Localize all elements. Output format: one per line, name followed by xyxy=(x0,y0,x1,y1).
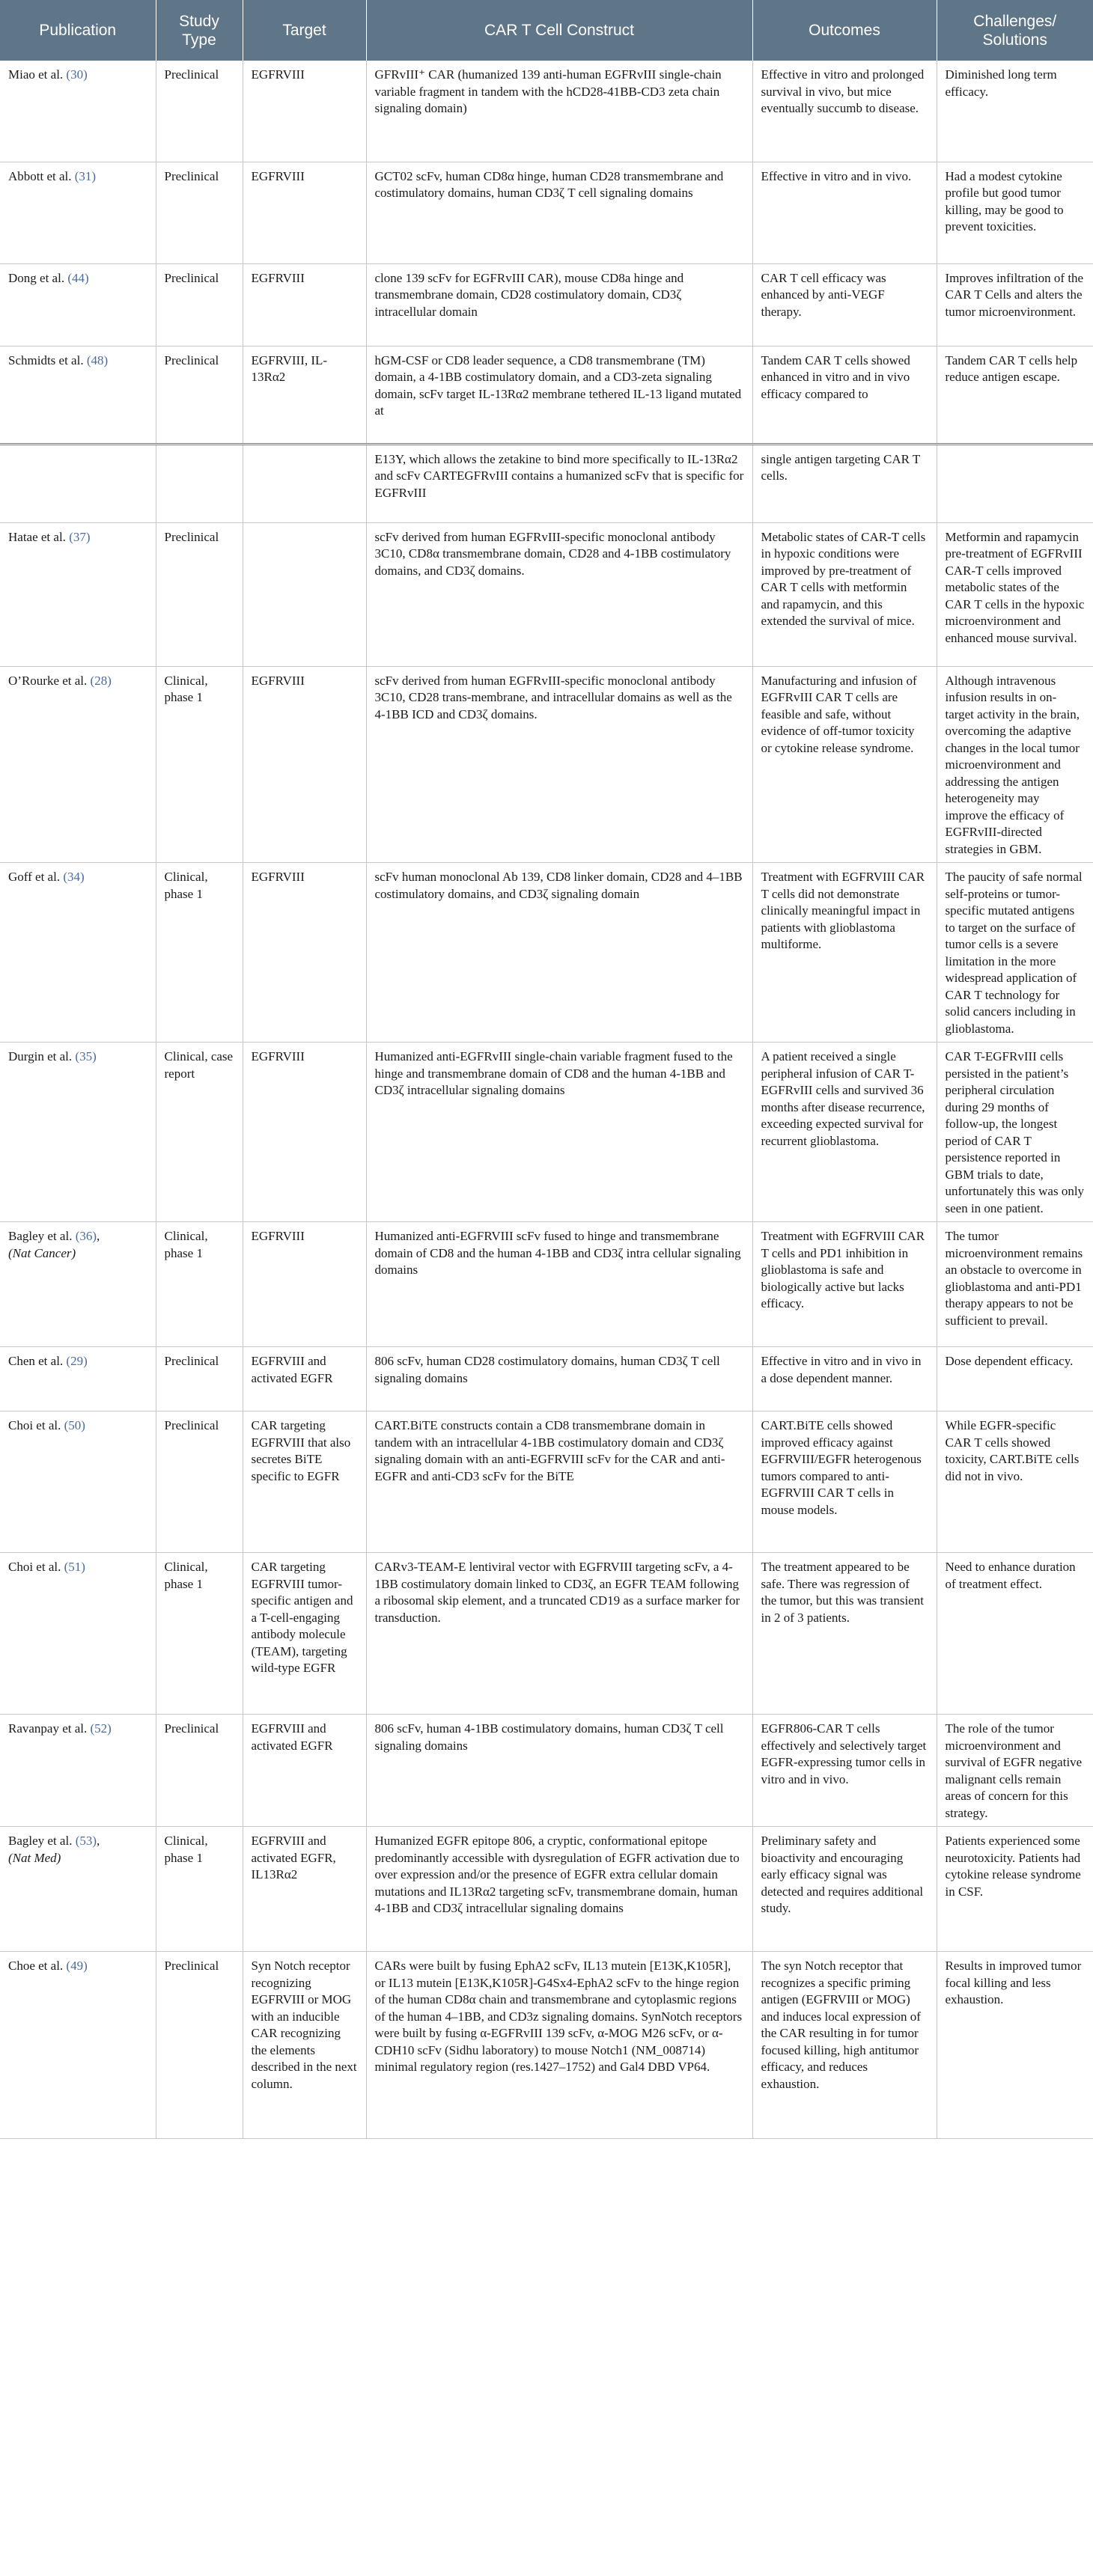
cell-construct: GCT02 scFv, human CD8α hinge, human CD28 transmembrane and costimulatory domains, human CD3ζ T cell signaling domains xyxy=(366,162,752,263)
reference-link[interactable]: (44) xyxy=(67,270,89,285)
cell-challenges: Metformin and rapamycin pre-treatment of EGFRvIII CAR-T cells improved metabolic states of the CAR T cells in the hypoxic microenvironment and enhanced mouse survival. xyxy=(937,522,1093,666)
publication-author: Dong et al. xyxy=(8,270,65,285)
cell-target xyxy=(243,522,366,666)
cell-target: EGFRVIII and activated EGFR, IL13Rα2 xyxy=(243,1827,366,1952)
publication-author: Choe et al. xyxy=(8,1959,64,1973)
cell-target: EGFRVIII, IL-13Rα2 xyxy=(243,346,366,444)
cell-publication xyxy=(0,1715,156,1827)
cell-study-type: Clinical, phase 1 xyxy=(156,1553,243,1715)
cell-target: CAR targeting EGFRVIII tumor-specific antigen and a T-cell-engaging antibody molecule (TEAM), targeting wild-type EGFR xyxy=(243,1553,366,1715)
table-row xyxy=(0,1347,1093,1411)
publication-author: Hatae et al. xyxy=(8,529,66,544)
cell-study-type: Preclinical xyxy=(156,1715,243,1827)
cell-construct: 806 scFv, human 4-1BB costimulatory domains, human CD3ζ T cell signaling domains xyxy=(366,1715,752,1827)
cell-outcomes: Treatment with EGFRVIII CAR T cells and PD1 inhibition in glioblastoma is safe and biologically active but lacks efficacy. xyxy=(752,1222,937,1347)
table-row xyxy=(0,346,1093,444)
cell-target: EGFRVIII and activated EGFR xyxy=(243,1347,366,1411)
cell-outcomes: Treatment with EGFRVIII CAR T cells did not demonstrate clinically meaningful impact in patients with glioblastoma multiforme. xyxy=(752,863,937,1043)
reference-link[interactable]: (52) xyxy=(90,1721,112,1736)
cell-challenges: The paucity of safe normal self-proteins or tumor-specific mutated antigens to target on the surface of tumor cells is a severe limitation in the more widespread application of CAR T technology for solid cancers including in glioblastoma. xyxy=(937,863,1093,1043)
publication-author: Ravanpay et al. xyxy=(8,1721,88,1736)
cell-study-type: Clinical, phase 1 xyxy=(156,666,243,863)
publication-author: Bagley et al. xyxy=(8,1229,73,1243)
cell-outcomes: A patient received a single peripheral infusion of CAR T-EGFRvIII cells and survived 36 months after disease recurrence, exceeding expected survival for recurrent glioblastoma. xyxy=(752,1043,937,1222)
publication-author: Miao et al. xyxy=(8,67,64,82)
table-row xyxy=(0,1827,1093,1952)
cell-publication xyxy=(0,263,156,346)
cell-publication xyxy=(0,1347,156,1411)
cell-outcomes: CART.BiTE cells showed improved efficacy against EGFRVIII/EGFR heterogenous tumors compared to anti-EGFRVIII CAR T cells in mouse models. xyxy=(752,1411,937,1553)
publication-author: Schmidts et al. xyxy=(8,352,84,367)
table-row xyxy=(0,522,1093,666)
cell-study-type: Clinical, phase 1 xyxy=(156,1222,243,1347)
reference-link[interactable]: (36) xyxy=(75,1229,97,1243)
cell-challenges: Dose dependent efficacy. xyxy=(937,1347,1093,1411)
header-challenges: Challenges/ Solutions xyxy=(937,0,1093,61)
cell-outcomes: Manufacturing and infusion of EGFRvIII CAR T cells are feasible and safe, without evidence of off-tumor toxicity or cytokine release syndrome. xyxy=(752,666,937,863)
header-row xyxy=(0,0,1093,61)
reference-link[interactable]: (49) xyxy=(66,1959,88,1973)
reference-link[interactable]: (28) xyxy=(90,673,112,688)
cell-publication: Bagley et al. (53), (Nat Med) xyxy=(0,1827,156,1952)
cell-publication xyxy=(0,444,156,522)
cell-challenges: CAR T-EGFRvIII cells persisted in the patient’s peripheral circulation during 29 months of follow-up, the longest period of CAR T persistence reported in GBM trials to date, unfortunately this was only seen in one patient. xyxy=(937,1043,1093,1222)
cell-publication xyxy=(0,1553,156,1715)
reference-link[interactable]: (37) xyxy=(69,529,91,544)
journal-name: (Nat Med) xyxy=(8,1850,61,1865)
cell-study-type: Clinical, case report xyxy=(156,1043,243,1222)
cell-study-type xyxy=(156,444,243,522)
cell-target: CAR targeting EGFRVIII that also secretes BiTE specific to EGFR xyxy=(243,1411,366,1553)
cell-target: EGFRVIII xyxy=(243,666,366,863)
cell-study-type: Preclinical xyxy=(156,162,243,263)
cell-outcomes: Effective in vitro and in vivo. xyxy=(752,162,937,263)
cell-target: EGFRVIII xyxy=(243,162,366,263)
table-row xyxy=(0,1553,1093,1715)
cell-outcomes: Metabolic states of CAR-T cells in hypoxic conditions were improved by pre-treatment of CAR T cells with metformin and rapamycin, and this extended the survival of mice. xyxy=(752,522,937,666)
table-row xyxy=(0,162,1093,263)
cell-publication xyxy=(0,162,156,263)
cell-construct: E13Y, which allows the zetakine to bind more specifically to IL-13Rα2 and scFv CARTEGFRvIII contains a humanized scFv that is specific for EGFRvIII xyxy=(366,444,752,522)
cell-target: Syn Notch receptor recognizing EGFRVIII or MOG with an inducible CAR recognizing the elements described in the next column. xyxy=(243,1952,366,2139)
cell-challenges: Had a modest cytokine profile but good tumor killing, may be good to prevent toxicities. xyxy=(937,162,1093,263)
publication-author: Abbott et al. xyxy=(8,168,72,183)
cell-study-type: Preclinical xyxy=(156,346,243,444)
header-outcomes: Outcomes xyxy=(752,0,937,61)
cell-publication xyxy=(0,1411,156,1553)
cell-construct: CARv3-TEAM-E lentiviral vector with EGFRVIII targeting scFv, a 4-1BB costimulatory domain linked to CD3ζ, an EGFR TEAM following a ribosomal skip element, and a truncated CD19 as a surface marker for transduction. xyxy=(366,1553,752,1715)
cell-construct: scFv derived from human EGFRvIII-specific monoclonal antibody 3C10, CD8α transmembrane domain, CD28 and 4-1BB costimulatory domains, and CD3ζ domains. xyxy=(366,522,752,666)
table-row xyxy=(0,1715,1093,1827)
reference-link[interactable]: (48) xyxy=(86,352,109,367)
cell-challenges: Although intravenous infusion results in on-target activity in the brain, overcoming the adaptive changes in the local tumor microenvironment and addressing the antigen heterogeneity may improve the efficacy of EGFRvIII-directed strategies in GBM. xyxy=(937,666,1093,863)
cell-construct: CARs were built by fusing EphA2 scFv, IL13 mutein [E13K,K105R], or IL13 mutein [E13K,K105R]-G4Sx4-EphA2 scFv to the hinge region of the human CD8α chain and transmembrane and cytoplasmic regions of the human 4–1BB, and CD3z signaling domains. SynNotch receptors were built by fusing α-EGFRvIII 139 scFv, α-MOG M26 scFv, or α-CDH10 scFv (Sidhu laboratory) to mouse Notch1 (NM_008714) minimal regulatory region (res.1427–1752) and Gal4 DBD VP64. xyxy=(366,1952,752,2139)
cell-construct: hGM-CSF or CD8 leader sequence, a CD8 transmembrane (TM) domain, a 4-1BB costimulatory domain, and a CD3-zeta signaling domain, scFv target IL-13Rα2 membrane tethered IL-13 ligand mutated at xyxy=(366,346,752,444)
cell-outcomes: Effective in vitro and in vivo in a dose dependent manner. xyxy=(752,1347,937,1411)
reference-link[interactable]: (50) xyxy=(64,1418,85,1432)
cell-publication: Bagley et al. (36), (Nat Cancer) xyxy=(0,1222,156,1347)
cell-study-type: Preclinical xyxy=(156,1347,243,1411)
table-row xyxy=(0,263,1093,346)
publication-author: Bagley et al. xyxy=(8,1834,73,1848)
cell-target: EGFRVIII xyxy=(243,263,366,346)
cell-challenges: The tumor microenvironment remains an obstacle to overcome in glioblastoma and anti-PD1 therapy appears to not be sufficient to prevail. xyxy=(937,1222,1093,1347)
cell-construct: scFv derived from human EGFRvIII-specific monoclonal antibody 3C10, CD28 trans-membrane, and intracellular domains as well as the 4-1BB ICD and CD3ζ domains. xyxy=(366,666,752,863)
cell-challenges: Improves infiltration of the CAR T Cells and alters the tumor microenvironment. xyxy=(937,263,1093,346)
table-row xyxy=(0,1043,1093,1222)
table-row xyxy=(0,61,1093,162)
table-row xyxy=(0,863,1093,1043)
cell-outcomes: single antigen targeting CAR T cells. xyxy=(752,444,937,522)
cell-challenges: Tandem CAR T cells help reduce antigen escape. xyxy=(937,346,1093,444)
cell-construct: 806 scFv, human CD28 costimulatory domains, human CD3ζ T cell signaling domains xyxy=(366,1347,752,1411)
cell-outcomes: Tandem CAR T cells showed enhanced in vitro and in vivo efficacy compared to xyxy=(752,346,937,444)
cell-outcomes: Preliminary safety and bioactivity and encouraging early efficacy signal was detected and requires additional study. xyxy=(752,1827,937,1952)
cell-challenges: Diminished long term efficacy. xyxy=(937,61,1093,162)
cell-construct: scFv human monoclonal Ab 139, CD8 linker domain, CD28 and 4–1BB costimulatory domains, and CD3ζ signaling domain xyxy=(366,863,752,1043)
cell-construct: Humanized anti-EGFRvIII single-chain variable fragment fused to the hinge and transmembrane domain of CD8 and the human 4-1BB and CD3ζ intracellular signaling domains xyxy=(366,1043,752,1222)
cell-study-type: Preclinical xyxy=(156,1952,243,2139)
cell-study-type: Preclinical xyxy=(156,61,243,162)
cell-outcomes: The syn Notch receptor that recognizes a specific priming antigen (EGFRVIII or MOG) and induces local expression of the CAR resulting in for tumor focused killing, high antitumor efficacy, and reduces exhaustion. xyxy=(752,1952,937,2139)
publication-author: Choi et al. xyxy=(8,1418,61,1432)
cell-construct: CART.BiTE constructs contain a CD8 transmembrane domain in tandem with an intracellular 4-1BB costimulatory domain and CD3ζ signaling domain with an anti-EGFRVIII scFv for the CAR and anti-EGFR and anti-CD3 scFv for the BiTE xyxy=(366,1411,752,1553)
cell-construct: clone 139 scFv for EGFRvIII CAR), mouse CD8a hinge and transmembrane domain, CD28 costimulatory domain, CD3ζ intracellular domain xyxy=(366,263,752,346)
cell-target: EGFRVIII xyxy=(243,61,366,162)
cell-construct: GFRvIII⁺ CAR (humanized 139 anti-human EGFRvIII single-chain variable fragment in tandem with the hCD28-41BB-CD3 zeta chain signaling domain) xyxy=(366,61,752,162)
reference-link[interactable]: (30) xyxy=(66,67,88,82)
publication-author: Choi et al. xyxy=(8,1560,61,1574)
cell-outcomes: CAR T cell efficacy was enhanced by anti-VEGF therapy. xyxy=(752,263,937,346)
cell-challenges: Results in improved tumor focal killing and less exhaustion. xyxy=(937,1952,1093,2139)
cell-target: EGFRVIII xyxy=(243,1043,366,1222)
cell-construct: Humanized EGFR epitope 806, a cryptic, conformational epitope predominantly accessible with dysregulation of EGFR activation due to over expression and/or the presence of EGFR extra cellular domain mutations and IL13Rα2 targeting scFv, transmembrane domain, human 4-1BB and CD3ζ intracellular signaling domains xyxy=(366,1827,752,1952)
cell-outcomes: Effective in vitro and prolonged survival in vivo, but mice eventually succumb to disease. xyxy=(752,61,937,162)
header-publication: Publication xyxy=(0,0,156,61)
reference-link[interactable]: (35) xyxy=(75,1049,97,1063)
cell-publication xyxy=(0,1043,156,1222)
table-row xyxy=(0,444,1093,522)
cell-challenges xyxy=(937,444,1093,522)
cell-publication xyxy=(0,1952,156,2139)
cell-challenges: While EGFR-specific CAR T cells showed toxicity, CART.BiTE cells did not in vivo. xyxy=(937,1411,1093,1553)
cell-publication xyxy=(0,863,156,1043)
cell-publication xyxy=(0,666,156,863)
header-construct: CAR T Cell Construct xyxy=(366,0,752,61)
cell-publication xyxy=(0,61,156,162)
cell-study-type: Clinical, phase 1 xyxy=(156,1827,243,1952)
cell-publication xyxy=(0,522,156,666)
publication-author: Durgin et al. xyxy=(8,1049,73,1063)
reference-link[interactable]: (29) xyxy=(66,1354,88,1368)
cell-outcomes: The treatment appeared to be safe. There was regression of the tumor, but this was transient in 2 of 3 patients. xyxy=(752,1553,937,1715)
cell-study-type: Preclinical xyxy=(156,263,243,346)
cell-target: EGFRVIII and activated EGFR xyxy=(243,1715,366,1827)
cell-challenges: Patients experienced some neurotoxicity. Patients had cytokine release syndrome in CSF. xyxy=(937,1827,1093,1952)
publication-author: O’Rourke et al. xyxy=(8,673,88,688)
cell-outcomes: EGFR806-CAR T cells effectively and selectively target EGFR-expressing tumor cells in vitro and in vivo. xyxy=(752,1715,937,1827)
cell-study-type: Preclinical xyxy=(156,1411,243,1553)
table-row xyxy=(0,1222,1093,1347)
table-row xyxy=(0,1411,1093,1553)
cell-challenges: Need to enhance duration of treatment effect. xyxy=(937,1553,1093,1715)
cell-target xyxy=(243,444,366,522)
publication-author: Chen et al. xyxy=(8,1354,64,1368)
table-row xyxy=(0,1952,1093,2139)
header-target: Target xyxy=(243,0,366,61)
reference-link[interactable]: (53) xyxy=(75,1834,97,1848)
cell-publication xyxy=(0,346,156,444)
reference-link[interactable]: (51) xyxy=(64,1560,85,1574)
cell-challenges: The role of the tumor microenvironment and survival of EGFR negative malignant cells remain areas of concern for this strategy. xyxy=(937,1715,1093,1827)
cell-study-type: Preclinical xyxy=(156,522,243,666)
publication-author: Goff et al. xyxy=(8,870,61,884)
table-row xyxy=(0,666,1093,863)
reference-link[interactable]: (34) xyxy=(63,870,85,884)
cell-study-type: Clinical, phase 1 xyxy=(156,863,243,1043)
reference-link[interactable]: (31) xyxy=(74,168,97,183)
journal-name: (Nat Cancer) xyxy=(8,1245,76,1260)
header-study-type: Study Type xyxy=(156,0,243,61)
cell-construct: Humanized anti-EGFRVIII scFv fused to hinge and transmembrane domain of CD8 and the human 4-1BB and CD3ζ intra cellular signaling domains xyxy=(366,1222,752,1347)
cell-target: EGFRVIII xyxy=(243,1222,366,1347)
cell-target: EGFRVIII xyxy=(243,863,366,1043)
